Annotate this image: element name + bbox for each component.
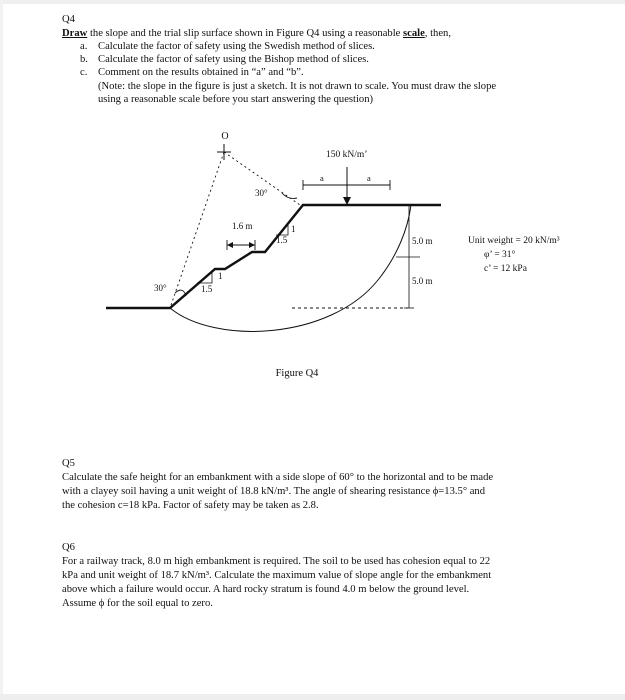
lower-ratio-h: 1.5 xyxy=(201,284,213,294)
q6-line3: above which a failure would occur. A hard rocky stratum is found 4.0 m below the ground level. xyxy=(62,584,470,595)
q4-intro-end: , then, xyxy=(424,28,451,39)
q4-item-a-marker: a. xyxy=(80,41,88,52)
load-a-right: a xyxy=(367,173,371,183)
q4-intro-mid: the slope and the trial slip surface shown in Figure Q4 using a reasonable xyxy=(87,28,403,39)
q6-heading: Q6 xyxy=(62,542,75,553)
q4-item-a-text: Calculate the factor of safety using the Swedish method of slices. xyxy=(98,41,375,52)
prop-cohesion: c’ = 12 kPa xyxy=(484,264,527,274)
upper-ratio-v: 1 xyxy=(291,224,296,234)
lower-ratio-v: 1 xyxy=(218,271,223,281)
prop-phi: φ’ = 31° xyxy=(484,250,516,260)
prop-unit-weight: Unit weight = 20 kN/m³ xyxy=(468,236,560,246)
q5-line2: with a clayey soil having a unit weight of 18.8 kN/m³. The angle of shearing resistance ϕ=13.5° and xyxy=(62,486,485,497)
depth-upper-label: 5.0 m xyxy=(412,236,433,246)
q4-item-b-marker: b. xyxy=(80,54,88,65)
q6-line2: kPa and unit weight of 18.7 kN/m³. Calculate the maximum value of slope angle for the embankment xyxy=(62,570,492,581)
toe-angle-label: 30° xyxy=(154,283,167,293)
q4-item-c-text: Comment on the results obtained in “a” and “b”. xyxy=(98,67,304,78)
load-a-left: a xyxy=(320,173,324,183)
bench-width-label: 1.6 m xyxy=(232,221,253,231)
figure-caption: Figure Q4 xyxy=(275,368,319,379)
crest-angle-label: 30° xyxy=(255,188,268,198)
center-label: O xyxy=(221,131,229,142)
load-label: 150 kN/m’ xyxy=(326,150,368,160)
crest-angle-arc xyxy=(282,193,297,198)
lower-ratio-triangle xyxy=(197,270,212,283)
q5-heading: Q5 xyxy=(62,458,75,469)
depth-lower-label: 5.0 m xyxy=(412,276,433,286)
q4-note-line1: (Note: the slope in the figure is just a sketch. It is not drawn to scale. You must draw the slope xyxy=(98,81,497,92)
q4-intro-scale: scale xyxy=(403,28,425,39)
bench-dim-arrow-right xyxy=(249,242,255,248)
q4-item-b-text: Calculate the factor of safety using the Bishop method of slices. xyxy=(98,54,369,65)
q4-heading: Q4 xyxy=(62,14,75,25)
bench-dim-arrow-left xyxy=(227,242,233,248)
upper-ratio-h: 1.5 xyxy=(276,235,288,245)
q4-note-line2: using a reasonable scale before you start answering the question) xyxy=(98,94,374,105)
q4-intro-draw: Draw xyxy=(62,28,88,39)
q5-line3: the cohesion c=18 kPa. Factor of safety may be taken as 2.8. xyxy=(62,500,319,511)
q6-line4: Assume ϕ for the soil equal to zero. xyxy=(62,598,213,609)
q6-line1: For a railway track, 8.0 m high embankment is required. The soil to be used has cohesion equal to 22 xyxy=(62,556,491,567)
q5-line1: Calculate the safe height for an embankment with a side slope of 60° to the horizontal and to be made xyxy=(62,472,494,483)
q4-item-c-marker: c. xyxy=(80,67,88,78)
